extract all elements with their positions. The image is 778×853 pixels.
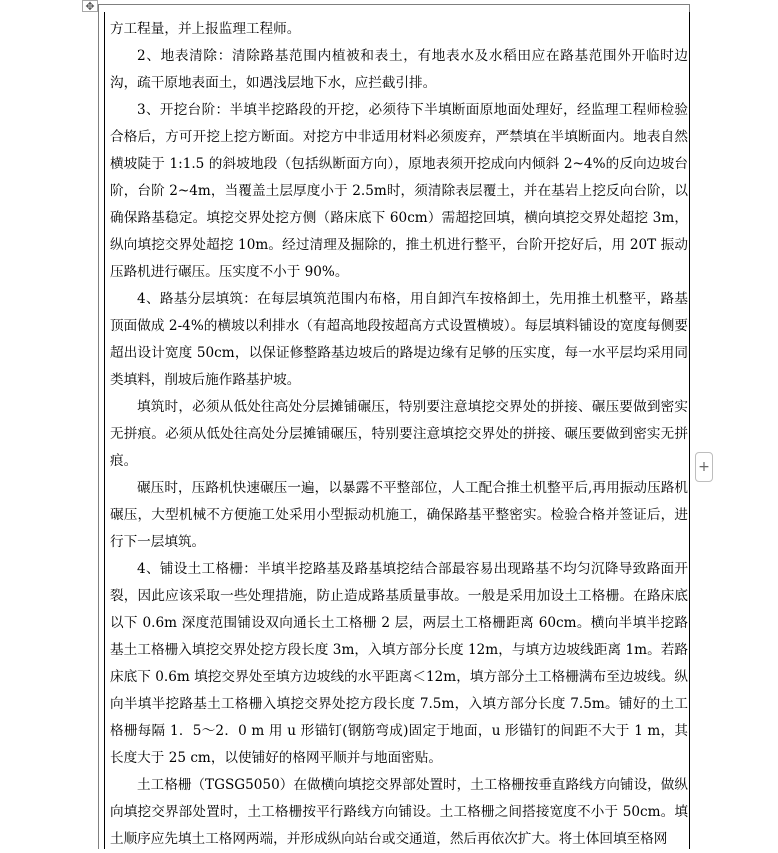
paragraph: 填筑时，必须从低处往高处分层摊铺碾压，特别要注意填挖交界处的拼接、碾压要做到密实无拼痕。必须从低处往高处分层摊铺碾压，特别要注意填挖交界处的拼接、碾压要做到密实无拼痕。 [110, 399, 688, 469]
paragraph: 方工程量，并上报监理工程师。 [110, 21, 301, 37]
paragraph: 3、开挖台阶：半填半挖路段的开挖，必须待下半填断面原地面处理好，经监理工程师检验合格后，方可开挖上挖方断面。对挖方中非适用材料必须废弃，严禁填在半填断面内。地表自然横坡陡于 1:1.5 的斜坡地段（包括纵断面方向），原地表须开挖成向内倾斜 2~4%的反向边坡台阶，台阶 2~4m，当覆盖土层厚度小于 2.5m时，须清除表层覆土，并在基岩上挖反向台阶，以确保路基稳定。填挖交界处挖方侧（路床底下 60cm）需超挖回填，横向填挖交界处超挖 3m，纵向填挖交界处超挖 10m。经过清理及掘除的，推土机进行整平，台阶开挖好后，用 20T 振动压路机进行碾压。压实度不小于 90%。 [110, 102, 688, 280]
add-column-icon[interactable]: + [695, 452, 713, 482]
table-move-handle-icon[interactable]: ✥ [82, 0, 98, 12]
paragraph: 碾压时，压路机快速碾压一遍，以暴露不平整部位，人工配合推土机整平后,再用振动压路机碾压，大型机械不方便施工处采用小型振动机施工，确保路基平整密实。检验合格并签证后，进行下一层填筑。 [110, 480, 688, 550]
paragraph: 4、铺设土工格栅：半填半挖路基及路基填挖结合部最容易出现路基不均匀沉降导致路面开裂，因此应该采取一些处理措施，防止造成路基质量事故。一般是采用加设土工格栅。在路床底以下 0.6m 深度范围铺设双向通长土工格栅 2 层，两层土工格栅距离 60cm。横向半填半挖路基土工格栅入填挖交界处挖方段长度 3m，入填方部分长度 12m，与填方边坡线距离 1m。若路床底下 0.6m 填挖交界处至填方边坡线的水平距离＜12m，填方部分土工格栅满布至边坡线。纵向半填半挖路基土工格栅入填挖交界处挖方段长度 7.5m，入填方部分长度 7.5m。铺好的土工格栅每隔 1．5～2．0 m 用 u 形锚钉(钢筋弯成)固定于地面，u 形锚钉的间距不大于 1 m，其长度大于 25 cm，以使铺好的格网平顺并与地面密贴。 [110, 561, 688, 766]
document-body[interactable] [110, 16, 688, 853]
paragraph: 土工格栅（TGSG5050）在做横向填挖交界部处置时，土工格栅按垂直路线方向铺设，做纵向填挖交界部处置时，土工格栅按平行路线方向铺设。土工格栅之间搭接宽度不小于 50cm。填土顺序应先填土工格网两端，并形成纵向站台或交通道，然后再依次扩大。将土体回填至格网 [110, 777, 688, 847]
paragraph: 2、地表清除：清除路基范围内植被和表土，有地表水及水稻田应在路基范围外开临时边沟，疏干原地表面土，如遇浅层地下水，应拦截引排。 [110, 48, 688, 91]
paragraph: 4、路基分层填筑：在每层填筑范围内布格，用自卸汽车按格卸土，先用推土机整平，路基顶面做成 2-4%的横坡以利排水（有超高地段按超高方式设置横坡）。每层填料铺设的宽度每侧要超出设计宽度 50cm，以保证修整路基边坡后的路堤边缘有足够的压实度，每一水平层均采用同类填料，削坡后施作路基护坡。 [110, 291, 688, 388]
